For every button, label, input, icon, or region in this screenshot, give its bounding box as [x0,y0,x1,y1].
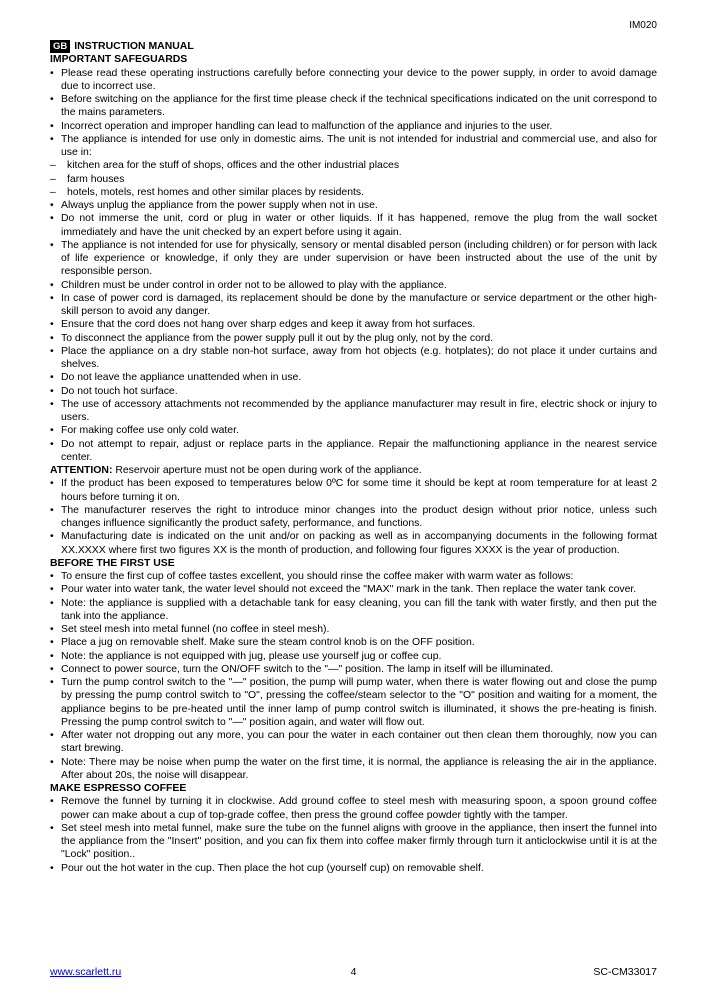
safeguard-item: • Do not leave the appliance unattended when in use. [50,371,657,384]
safeguard-item: • To disconnect the appliance from the power supply pull it out by the plug only, not by the cord. [50,332,657,345]
safeguard-item: • Do not immerse the unit, cord or plug in water or other liquids. If it has happened, remove the plug from the wall socket immediately and have the unit checked by an expert before using it again. [50,212,657,239]
first-use-item: • Connect to power source, turn the ON/OFF switch to the "—" position. The lamp in itself will be illuminated. [50,663,657,676]
safeguard-item: • Place the appliance on a dry stable non-hot surface, away from hot objects (e.g. hotplates); do not place it under curtains and shelves. [50,345,657,372]
safeguard-item: • Children must be under control in order not to be allowed to play with the appliance. [50,279,657,292]
safeguard-item: • The appliance is intended for use only in domestic aims. The unit is not intended for industrial and commercial use, and also for use in: [50,133,657,160]
use-place-item: – farm houses [50,173,657,186]
manual-title-text: INSTRUCTION MANUAL [74,41,194,52]
safeguard-item: • Please read these operating instructions carefully before connecting your device to the power supply, in order to avoid damage due to incorrect use. [50,67,657,94]
espresso-heading: MAKE ESPRESSO COFFEE [50,783,187,794]
safeguard-item: • Do not attempt to repair, adjust or replace parts in the appliance. Repair the malfunctioning appliance in the nearest service center. [50,438,657,465]
first-use-item: • Turn the pump control switch to the "—" position, the pump will pump water, when there is water flowing out and close the pump by pressing the pump control switch to "O", pressing the coffee/steam selector to the "O" position and waiting for a moment, the appliance begins to be pre-heated until the inner lamp of pump control switch is illuminated, it shows the pre-heating is finish. Pressing the pump control switch to "—" position again, and water will flow out. [50,676,657,729]
espresso-item: • Pour out the hot water in the cup. Then place the hot cup (yourself cup) on removable shelf. [50,862,657,875]
use-place-item: – hotels, motels, rest homes and other similar places by residents. [50,186,657,199]
safeguard-item: • The use of accessory attachments not recommended by the appliance manufacturer may result in fire, electric shock or injury to users. [50,398,657,425]
safeguard-item: • Before switching on the appliance for the first time please check if the technical specifications indicated on the unit correspond to the mains parameters. [50,93,657,120]
first-use-item: • Note: the appliance is supplied with a detachable tank for easy cleaning, you can fill the tank with water firstly, and then put the tank into the appliance. [50,597,657,624]
document-code: IM020 [629,20,657,31]
use-place-item: – kitchen area for the stuff of shops, offices and the other industrial places [50,159,657,172]
page-number: 4 [350,966,357,978]
safeguard-item: • For making coffee use only cold water. [50,424,657,437]
safeguard-item: • The manufacturer reserves the right to introduce minor changes into the product design without prior notice, unless such changes influence significantly the product safety, performance, and functions. [50,504,657,531]
first-use-item: • After water not dropping out any more, you can pour the water in each container out then clean them thoroughly, now you can start brewing. [50,729,657,756]
espresso-item: • Remove the funnel by turning it in clockwise. Add ground coffee to steel mesh with measuring spoon, a spoon ground coffee power can make about a cup of top-grade coffee, then press the ground coffee powder tightly with the tamper. [50,795,657,822]
safeguard-item: • The appliance is not intended for use for physically, sensory or mental disabled person (including children) or for person with lack of life experience or knowledge, if only they are under supervision or have been instructed about the use of the unit by responsible person. [50,239,657,279]
manual-content [50,40,657,875]
espresso-item: • Set steel mesh into metal funnel, make sure the tube on the funnel aligns with groove in the appliance, then insert the funnel into the appliance from the "Insert" position, and you can fix them into coffee maker firmly through turn it anticlockwise until it is at the "Lock" position.. [50,822,657,862]
website-link[interactable]: www.scarlett.ru [50,966,122,978]
attention-label: ATTENTION: [50,465,113,476]
safeguard-item: • Ensure that the cord does not hang over sharp edges and keep it away from hot surfaces. [50,318,657,331]
first-use-heading: BEFORE THE FIRST USE [50,557,175,569]
page-footer [50,966,657,980]
safeguard-item: • In case of power cord is damaged, its replacement should be done by the manufacture or service department or the other high-skill person to avoid any danger. [50,292,657,319]
language-badge: GB [50,40,70,53]
first-use-item: • To ensure the first cup of coffee tastes excellent, you should rinse the coffee maker with warm water as follows: [50,570,657,583]
first-use-item: • Note: There may be noise when pump the water on the first time, it is normal, the appliance is releasing the air in the appliance. After about 20s, the noise will disappear. [50,756,657,783]
first-use-item: • Place a jug on removable shelf. Make sure the steam control knob is on the OFF position. [50,636,657,649]
first-use-item: • Note: the appliance is not equipped with jug, please use yourself jug or coffee cup. [50,650,657,663]
first-use-item: • Set steel mesh into metal funnel (no coffee in steel mesh). [50,623,657,636]
safeguard-item: • Do not touch hot surface. [50,385,657,398]
attention-text: Reservoir aperture must not be open during work of the appliance. [112,465,422,476]
safeguard-item: • Always unplug the appliance from the power supply when not in use. [50,199,657,212]
model-number: SC-CM33017 [593,966,657,978]
safeguard-item: • Incorrect operation and improper handling can lead to malfunction of the appliance and injuries to the user. [50,120,657,133]
safeguard-item: • Manufacturing date is indicated on the unit and/or on packing as well as in accompanying documents in the following format XX.XXXX where first two figures XX is the month of production, and following four figures XXXX is the year of production. [50,530,657,557]
safeguards-heading: IMPORTANT SAFEGUARDS [50,54,188,66]
first-use-item: • Pour water into water tank, the water level should not exceed the "MAX" mark in the tank. Then replace the water tank cover. [50,583,657,596]
safeguard-item: • If the product has been exposed to temperatures below 0ºC for some time it should be kept at room temperature for at least 2 hours before turning it on. [50,477,657,504]
attention-note [50,464,657,477]
manual-title [50,40,657,53]
